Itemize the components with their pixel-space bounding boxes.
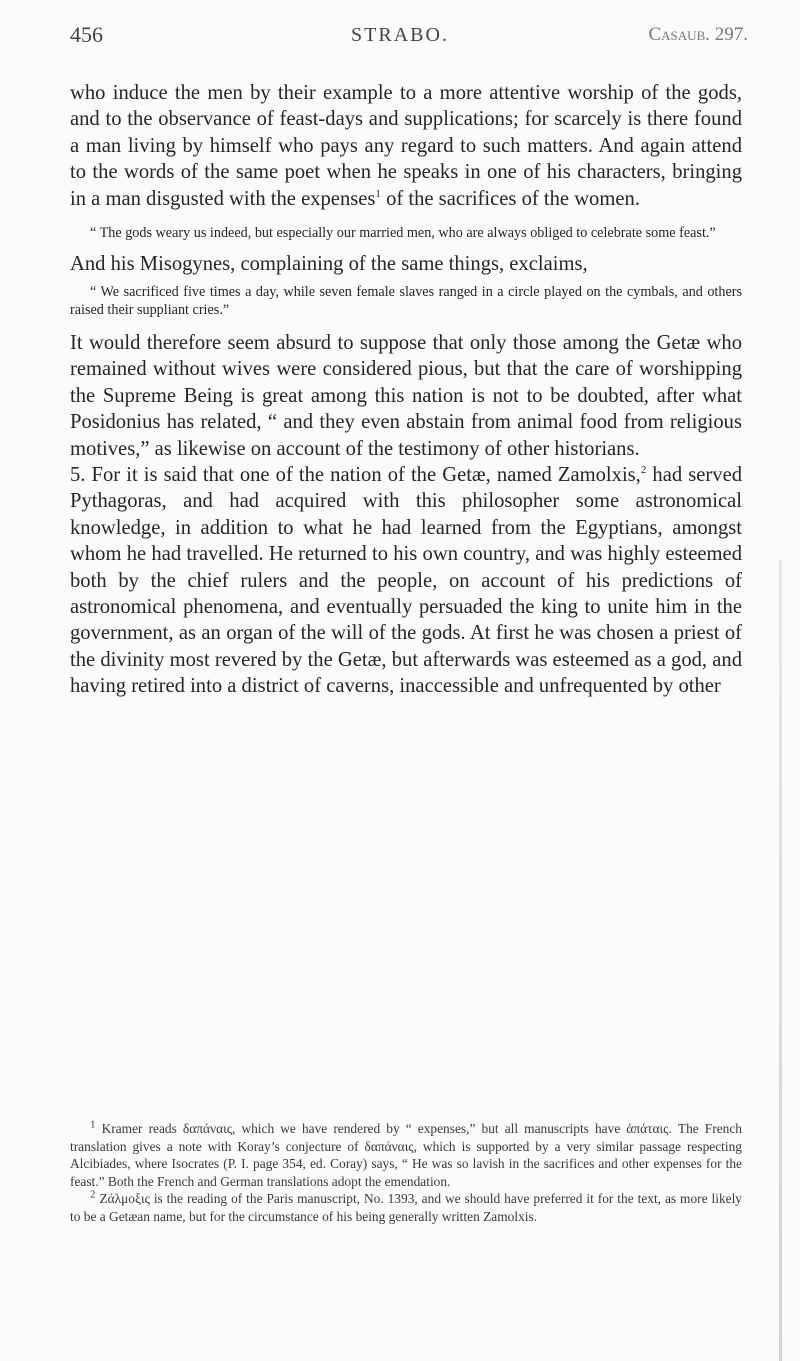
footnote-marker[interactable]: 1	[375, 187, 381, 200]
paragraph: It would therefore seem absurd to suppose that only those among the Getæ who remained without wives were considered pious, but that the care of worshipping the Supreme Being is great among this nation is not to be doubted, after what Posidonius has related, “ and they even abstain from animal food from religious motives,” as likewise on account of the testimony of other historians.	[70, 331, 742, 460]
page-edge-shadow	[779, 560, 782, 1361]
casaubon-reference: Casaub. 297.	[648, 24, 748, 45]
page-number: 456	[70, 22, 103, 47]
paragraph: And his Misogynes, complaining of the same things, exclaims,	[70, 252, 588, 275]
main-text	[70, 80, 742, 700]
paragraph: who induce the men by their example to a more attentive worship of the gods, and to the observance of feast-days and supplications; for scarcely is there found a man living by himself who pays any regard to such matters. And again attend to the words of the same poet when he speaks in one of his characters, bringing in a man disgusted with the expenses$^1$ of the sacrifices of the women.	[70, 82, 742, 210]
block-quote: “ The gods weary us indeed, but especially our married men, who are always obliged to celebrate some feast.”	[90, 225, 716, 242]
footnote-marker[interactable]: 2	[640, 464, 647, 477]
footnote: $^1$ Kramer reads δαπάναις, which we have rendered by “ expenses,” but all manuscripts have ἀπάταις. The French translation gives a note with Koray’s conjecture of δαπάναις, which is supported by a very similar passage respecting Alcibiades, where Isocrates (P. I. page 354, ed. Coray) says, “ He was so lavish in the sacrifices and other expenses for the feast.” Both the French and German translations adopt the emendation.	[70, 1118, 742, 1189]
running-title: STRABO.	[351, 24, 449, 46]
footnote: $^2$ Ζάλμοξις is the reading of the Paris manuscript, No. 1393, and we should have preferred it for the text, as more likely to be a Getæan name, but for the circumstance of his being generally written Zamolxis.	[70, 1188, 742, 1224]
block-quote: “ We sacrificed five times a day, while seven female slaves ranged in a circle played on the cymbals, and others raised their suppliant cries.”	[70, 283, 742, 319]
paragraph: 5. For it is said that one of the nation of the Getæ, named Zamolxis,$^2$ had served Pythagoras, and had acquired with this philosopher some astronomical knowledge, in addition to what he had learned from the Egyptians, amongst whom he had travelled. He returned to his own country, and was highly esteemed both by the chief rulers and the people, on account of his predictions of astronomical phenomena, and eventually persuaded the king to unite him in the government, as an organ of the will of the gods. At first he was chosen a priest of the divinity most revered by the Getæ, but afterwards was esteemed as a god, and having retired into a district of caverns, inaccessible and unfrequented by other	[70, 463, 743, 698]
page-header	[0, 22, 800, 58]
footnotes	[70, 1120, 742, 1225]
